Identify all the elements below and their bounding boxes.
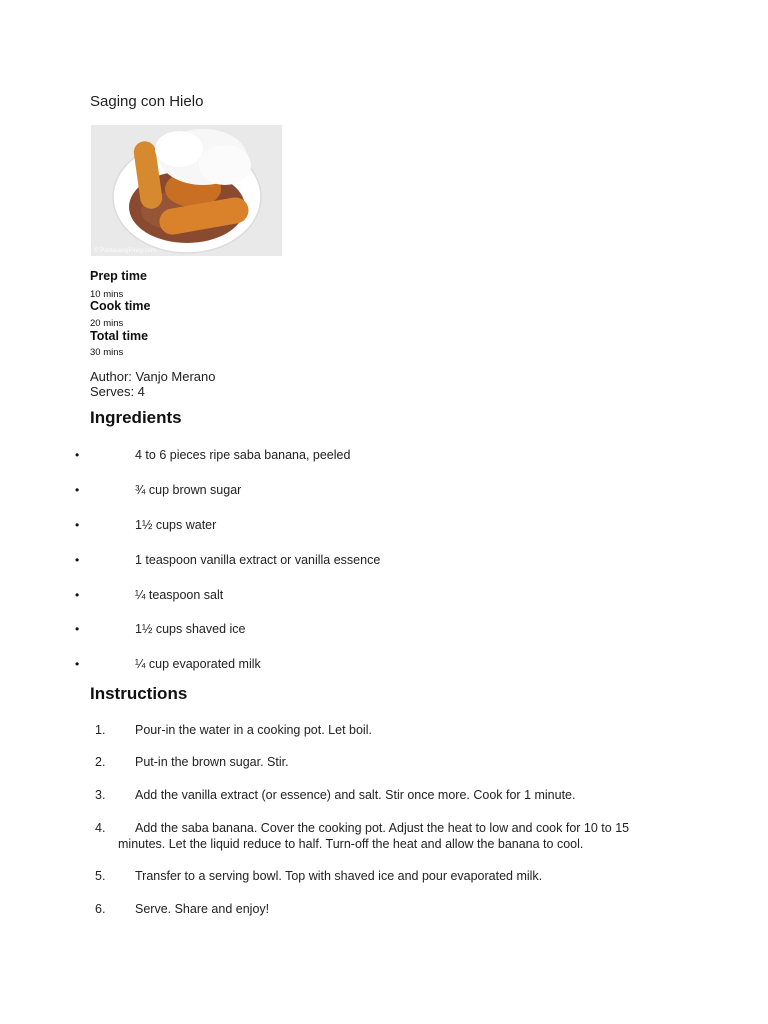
ingredient-bullet: • (75, 448, 80, 462)
step-text: Serve. Share and enjoy! (135, 902, 270, 916)
prep-time-value: 10 mins (90, 289, 124, 300)
step-text: Transfer to a serving bowl. Top with shaved ice and pour evaporated milk. (135, 869, 543, 883)
step-text: Put-in the brown sugar. Stir. (135, 755, 289, 769)
step-number: 2. (95, 755, 106, 769)
step-text: Add the saba banana. Cover the cooking pot. Adjust the heat to low and cook for 10 to 15 (135, 821, 630, 835)
step-number: 5. (95, 869, 106, 883)
ingredient-bullet: • (75, 657, 80, 671)
recipe-title: Saging con Hielo (90, 93, 204, 110)
instructions-heading: Instructions (90, 684, 188, 703)
total-time-value: 30 mins (90, 347, 124, 358)
ingredient-item: 4 to 6 pieces ripe saba banana, peeled (135, 448, 351, 462)
ingredient-bullet: • (75, 483, 80, 497)
ingredient-bullet: • (75, 518, 80, 532)
prep-time-label: Prep time (90, 269, 147, 283)
serves: Serves: 4 (90, 384, 145, 399)
ingredient-bullet: • (75, 588, 80, 602)
step-number: 6. (95, 902, 106, 916)
ingredient-item: 1 teaspoon vanilla extract or vanilla essence (135, 553, 381, 567)
ingredient-item: 1½ cups water (135, 518, 217, 532)
step-number: 3. (95, 788, 106, 802)
ingredient-item: ¼ cup evaporated milk (135, 657, 261, 671)
ingredient-bullet: • (75, 553, 80, 567)
total-time-label: Total time (90, 329, 149, 343)
photo-watermark: © PanlasangPinoy.com (94, 248, 157, 254)
step-text: Pour-in the water in a cooking pot. Let boil. (135, 723, 372, 737)
recipe-photo (91, 125, 282, 256)
cook-time-label: Cook time (90, 299, 151, 313)
author: Author: Vanjo Merano (90, 369, 216, 384)
ingredient-bullet: • (75, 622, 80, 636)
ingredient-item: ¼ teaspoon salt (135, 588, 224, 602)
cook-time-value: 20 mins (90, 318, 124, 329)
ingredients-heading: Ingredients (90, 408, 182, 427)
step-text-continued: minutes. Let the liquid reduce to half. Turn-off the heat and allow the banana to cool. (118, 837, 584, 851)
step-text: Add the vanilla extract (or essence) and salt. Stir once more. Cook for 1 minute. (135, 788, 576, 802)
ingredient-item: 1½ cups shaved ice (135, 622, 246, 636)
ingredient-item: ¾ cup brown sugar (135, 483, 242, 497)
step-number: 1. (95, 723, 106, 737)
step-number: 4. (95, 821, 106, 835)
